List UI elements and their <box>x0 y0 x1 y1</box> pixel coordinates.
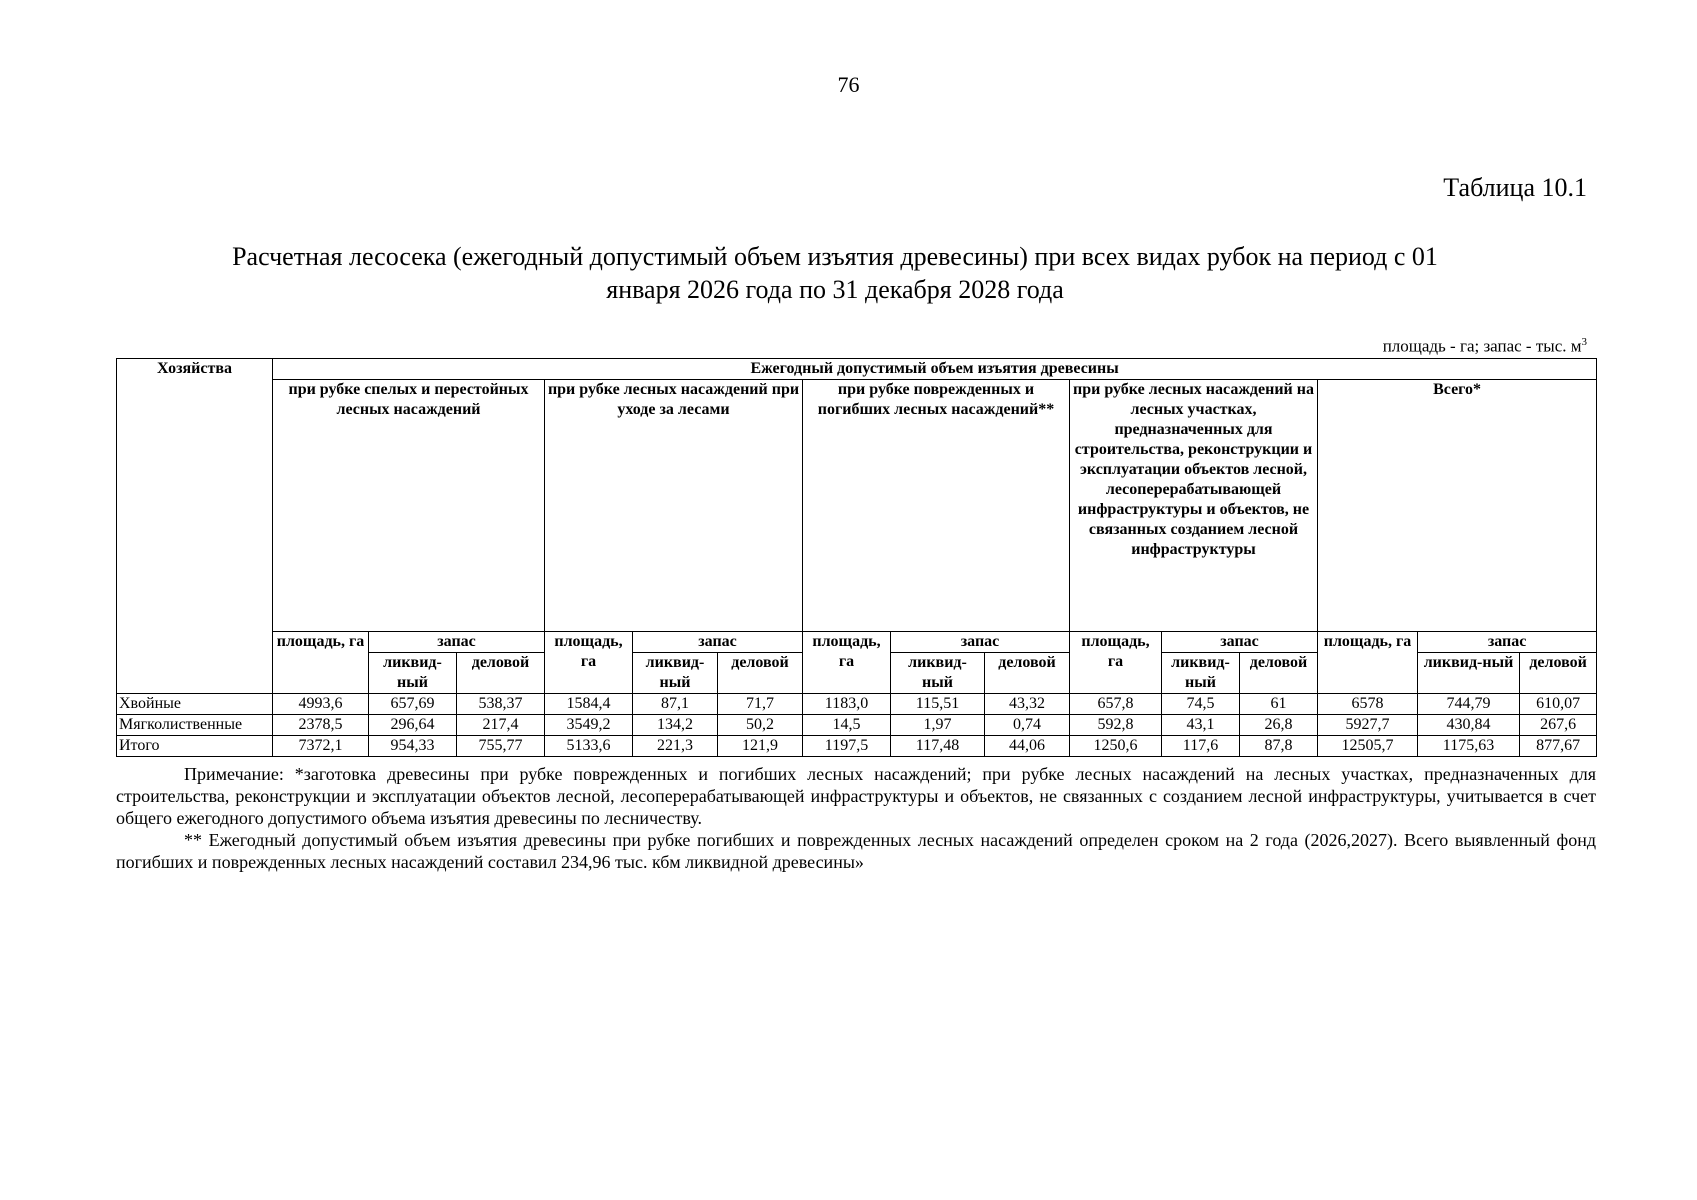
table-cell: 430,84 <box>1418 715 1520 736</box>
header-annual-volume: Ежегодный допустимый объем изъятия древесины <box>273 359 1597 380</box>
table-cell: 5927,7 <box>1318 715 1418 736</box>
table-cell: 592,8 <box>1070 715 1162 736</box>
header-commercial: деловой <box>457 653 545 694</box>
header-stock: запас <box>1162 632 1318 653</box>
table-cell: 1250,6 <box>1070 736 1162 757</box>
page-number: 76 <box>837 72 860 97</box>
table-cell: 74,5 <box>1162 694 1240 715</box>
table-cell: 71,7 <box>718 694 803 715</box>
table-cell: 87,8 <box>1240 736 1318 757</box>
header-liquid: ликвид-ный <box>633 653 718 694</box>
header-liquid: ликвид-ный <box>1418 653 1520 694</box>
table-cell: 538,37 <box>457 694 545 715</box>
note-paragraph-2: ** Ежегодный допустимый объем изъятия древесины при рубке погибших и поврежденных лесных насаждений определен сроком на 2 года (2026,2027). Всего выявленный фонд погибших и поврежденных лесных насаждений составил 234,96 тыс. кбм ликвидной древесины» <box>116 830 1596 872</box>
header-stock: запас <box>891 632 1070 653</box>
table-cell: 1183,0 <box>803 694 891 715</box>
table-cell: 61 <box>1240 694 1318 715</box>
table-cell: 954,33 <box>369 736 457 757</box>
table-label: Таблица 10.1 <box>1443 173 1587 202</box>
note-paragraph-1: Примечание: *заготовка древесины при рубке поврежденных и погибших лесных насаждений; при рубке лесных насаждений на лесных участках, предназначенных для строительства, реконструкции и эксплуатации объектов лесной, лесоперерабатывающей инфраструктуры и объектов, не связанных с созданием лесной инфраструктуры, учитывается в счет общего ежегодного допустимого объема изъятия древесины по лесничеству. <box>116 764 1596 828</box>
header-row-2 <box>117 380 1597 632</box>
table-row <box>117 715 1597 736</box>
header-stock: запас <box>1418 632 1597 653</box>
table-cell: 117,48 <box>891 736 985 757</box>
table-notes <box>116 763 1596 873</box>
header-group-total: Всего* <box>1318 380 1597 632</box>
felling-volume-table <box>116 358 1597 757</box>
table-cell: 221,3 <box>633 736 718 757</box>
table-cell: 43,1 <box>1162 715 1240 736</box>
table-cell: 4993,6 <box>273 694 369 715</box>
row-name: Итого <box>117 736 273 757</box>
table-cell: 26,8 <box>1240 715 1318 736</box>
header-liquid: ликвид-ный <box>1162 653 1240 694</box>
row-name: Хвойные <box>117 694 273 715</box>
header-farms: Хозяйства <box>117 359 273 694</box>
table-cell: 1197,5 <box>803 736 891 757</box>
header-stock: запас <box>369 632 545 653</box>
header-stock: запас <box>633 632 803 653</box>
table-cell: 44,06 <box>985 736 1070 757</box>
table-cell: 1,97 <box>891 715 985 736</box>
table-cell: 43,32 <box>985 694 1070 715</box>
table-cell: 115,51 <box>891 694 985 715</box>
header-area: площадь, га <box>1318 632 1418 694</box>
table-cell: 755,77 <box>457 736 545 757</box>
header-group-care: при рубке лесных насаждений при уходе за лесами <box>545 380 803 632</box>
table-cell: 657,69 <box>369 694 457 715</box>
header-commercial: деловой <box>718 653 803 694</box>
header-area: площадь, га <box>545 632 633 694</box>
header-area: площадь, га <box>273 632 369 694</box>
header-commercial: деловой <box>985 653 1070 694</box>
units-superscript: 3 <box>1581 336 1587 348</box>
header-row-3 <box>117 632 1597 653</box>
table-cell: 121,9 <box>718 736 803 757</box>
table-cell: 877,67 <box>1520 736 1597 757</box>
table-cell: 5133,6 <box>545 736 633 757</box>
table-cell: 6578 <box>1318 694 1418 715</box>
table-cell: 2378,5 <box>273 715 369 736</box>
table-cell: 87,1 <box>633 694 718 715</box>
header-liquid: ликвид-ный <box>369 653 457 694</box>
table-cell: 1175,63 <box>1418 736 1520 757</box>
table-cell: 14,5 <box>803 715 891 736</box>
header-group-damaged: при рубке поврежденных и погибших лесных насаждений** <box>803 380 1070 632</box>
header-row-1 <box>117 359 1597 380</box>
table-cell: 610,07 <box>1520 694 1597 715</box>
table-cell: 0,74 <box>985 715 1070 736</box>
table-cell: 744,79 <box>1418 694 1520 715</box>
header-commercial: деловой <box>1520 653 1597 694</box>
header-area: площадь, га <box>803 632 891 694</box>
units-text: площадь - га; запас - тыс. м <box>1382 336 1582 356</box>
units-note <box>1383 336 1587 357</box>
header-area: площадь, га <box>1070 632 1162 694</box>
table-cell: 296,64 <box>369 715 457 736</box>
table-cell: 12505,7 <box>1318 736 1418 757</box>
table-cell: 7372,1 <box>273 736 369 757</box>
table-row <box>117 736 1597 757</box>
table-cell: 50,2 <box>718 715 803 736</box>
row-name: Мягколиственные <box>117 715 273 736</box>
table-cell: 217,4 <box>457 715 545 736</box>
table-cell: 117,6 <box>1162 736 1240 757</box>
table-row <box>117 694 1597 715</box>
table-cell: 1584,4 <box>545 694 633 715</box>
table-cell: 267,6 <box>1520 715 1597 736</box>
table-cell: 134,2 <box>633 715 718 736</box>
document-title: Расчетная лесосека (ежегодный допустимый объем изъятия древесины) при всех видах рубок на период с 01 января 2026 года по 31 декабря 2028 года <box>232 242 1438 304</box>
header-liquid: ликвид-ный <box>891 653 985 694</box>
header-group-infrastructure: при рубке лесных насаждений на лесных участках, предназначенных для строительства, реконструкции и эксплуатации объектов лесной, лесоперерабатывающей инфраструктуры и объектов, не связанных созданием лесной инфраструктуры <box>1070 380 1318 632</box>
header-group-mature: при рубке спелых и перестойных лесных насаждений <box>273 380 545 632</box>
table-cell: 3549,2 <box>545 715 633 736</box>
table-cell: 657,8 <box>1070 694 1162 715</box>
header-commercial: деловой <box>1240 653 1318 694</box>
